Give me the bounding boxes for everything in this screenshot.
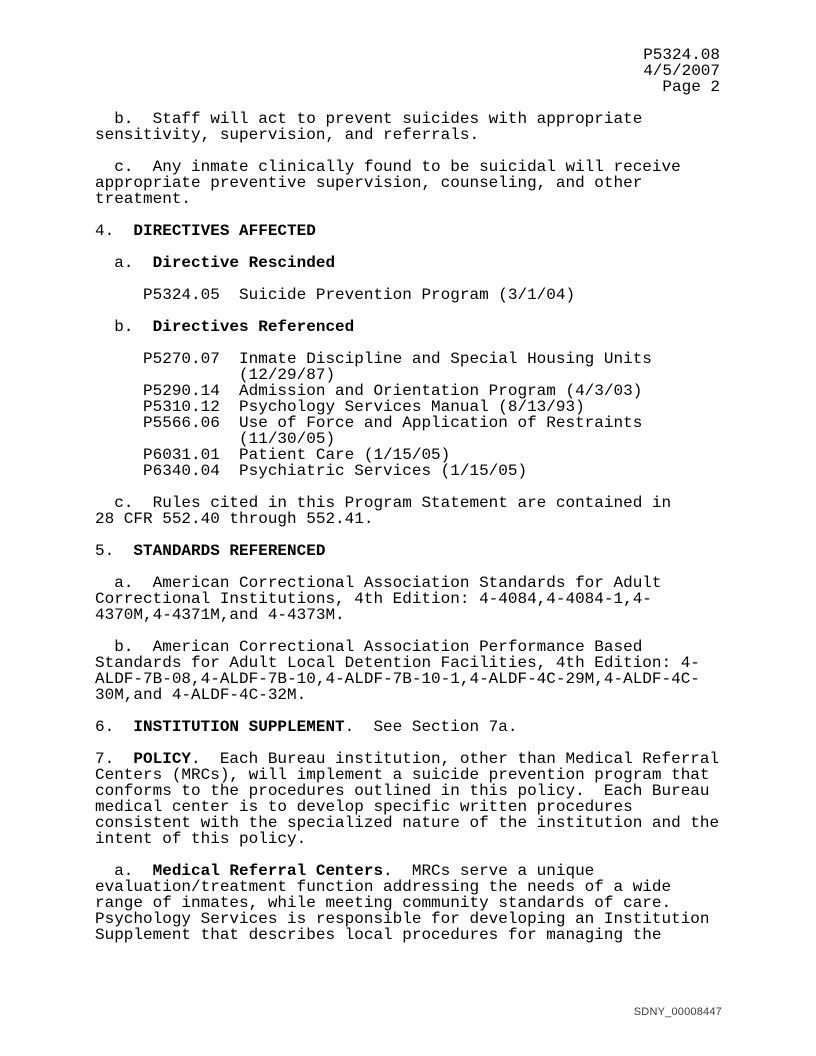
doc-text: P5324.05 Suicide Prevention Program (3/1/04)	[95, 286, 576, 304]
doc-text: Psychology Services is responsible for developing an Institution	[95, 910, 710, 928]
doc-text: P5310.12 Psychology Services Manual (8/13/93)	[95, 398, 585, 416]
doc-text: Supplement that describes local procedures for managing the	[95, 926, 662, 944]
doc-line	[95, 191, 735, 207]
doc-line	[95, 559, 735, 575]
doc-text: Correctional Institutions, 4th Edition: 4-4084,4-4084-1,4-	[95, 590, 652, 608]
doc-text: P5566.06 Use of Force and Application of Restraints	[95, 414, 643, 432]
doc-line	[95, 415, 735, 431]
doc-line	[95, 927, 735, 943]
doc-text: evaluation/treatment function addressing the needs of a wide	[95, 878, 672, 896]
doc-line	[95, 431, 735, 447]
doc-line	[95, 783, 735, 799]
doc-text: Standards for Adult Local Detention Facilities, 4th Edition: 4-	[95, 654, 700, 672]
doc-line	[95, 271, 735, 287]
doc-line	[95, 159, 735, 175]
doc-text-bold: Medical Referral Centers	[152, 862, 384, 880]
doc-text-bold: Directives Referenced	[152, 318, 355, 336]
doc-line	[95, 575, 735, 591]
doc-line	[95, 207, 735, 223]
doc-text: medical center is to develop specific written procedures	[95, 798, 633, 816]
doc-line	[95, 287, 735, 303]
doc-line	[95, 351, 735, 367]
doc-text: b. Staff will act to prevent suicides with appropriate	[95, 110, 643, 128]
doc-line	[95, 767, 735, 783]
doc-line	[95, 895, 735, 911]
doc-text: range of inmates, while meeting community standards of care.	[95, 894, 672, 912]
doc-line	[95, 639, 735, 655]
doc-line	[95, 863, 735, 879]
doc-line	[95, 111, 735, 127]
doc-text: consistent with the specialized nature of the institution and the	[95, 814, 720, 832]
doc-line	[95, 687, 735, 703]
doc-text: appropriate preventive supervision, counseling, and other	[95, 174, 643, 192]
doc-line	[95, 479, 735, 495]
doc-text-bold: DIRECTIVES AFFECTED	[133, 222, 316, 240]
doc-text: a.	[95, 862, 153, 880]
doc-text: b.	[95, 318, 153, 336]
doc-line	[95, 127, 735, 143]
doc-text: a.	[95, 254, 153, 272]
doc-line	[95, 799, 735, 815]
doc-text-bold: Directive Rescinded	[152, 254, 336, 272]
doc-line	[95, 911, 735, 927]
doc-line	[95, 335, 735, 351]
doc-text: ALDF-7B-08,4-ALDF-7B-10,4-ALDF-7B-10-1,4-ALDF-4C-29M,4-ALDF-4C-	[95, 670, 700, 688]
doc-line	[95, 495, 735, 511]
doc-line	[95, 239, 735, 255]
doc-line	[95, 719, 735, 735]
doc-text: P5270.07 Inmate Discipline and Special Housing Units	[95, 350, 652, 368]
doc-line	[95, 735, 735, 751]
doc-text-bold: POLICY	[133, 750, 192, 768]
doc-line	[95, 751, 735, 767]
doc-line	[95, 383, 735, 399]
doc-line	[95, 703, 735, 719]
page-header	[643, 47, 720, 95]
doc-text: 5.	[95, 542, 134, 560]
doc-text: 4.	[95, 222, 134, 240]
doc-line	[95, 543, 735, 559]
doc-line	[95, 447, 735, 463]
doc-text: P5290.14 Admission and Orientation Program (4/3/03)	[95, 382, 643, 400]
doc-text: 28 CFR 552.40 through 552.41.	[95, 510, 374, 528]
doc-line	[95, 143, 735, 159]
document-date: 4/5/2007	[643, 62, 720, 80]
doc-text: 4370M,4-4371M,and 4-4373M.	[95, 606, 345, 624]
doc-text: Centers (MRCs), will implement a suicide prevention program that	[95, 766, 710, 784]
doc-text: . Each Bureau institution, other than Medical Referral	[191, 750, 720, 768]
document-number: P5324.08	[643, 46, 720, 64]
doc-text: c. Any inmate clinically found to be suicidal will receive	[95, 158, 681, 176]
doc-line	[95, 831, 735, 847]
doc-line	[95, 303, 735, 319]
doc-line	[95, 623, 735, 639]
doc-line	[95, 671, 735, 687]
doc-text: intent of this policy.	[95, 830, 307, 848]
doc-text: . See Section 7a.	[344, 718, 518, 736]
doc-line	[95, 511, 735, 527]
doc-text: 6.	[95, 718, 134, 736]
doc-line	[95, 879, 735, 895]
doc-text: (12/29/87)	[95, 366, 336, 384]
document-body	[95, 111, 735, 943]
doc-line	[95, 399, 735, 415]
doc-line	[95, 655, 735, 671]
doc-text: conforms to the procedures outlined in this policy. Each Bureau	[95, 782, 710, 800]
doc-text: b. American Correctional Association Performance Based	[95, 638, 643, 656]
doc-line	[95, 463, 735, 479]
doc-text: 30M,and 4-ALDF-4C-32M.	[95, 686, 307, 704]
doc-text: sensitivity, supervision, and referrals.	[95, 126, 480, 144]
doc-text: (11/30/05)	[95, 430, 336, 448]
doc-text: 7.	[95, 750, 134, 768]
doc-line	[95, 527, 735, 543]
doc-text: P6340.04 Psychiatric Services (1/15/05)	[95, 462, 528, 480]
doc-text: P6031.01 Patient Care (1/15/05)	[95, 446, 451, 464]
doc-line	[95, 175, 735, 191]
doc-text: treatment.	[95, 190, 192, 208]
doc-text: c. Rules cited in this Program Statement are contained in	[95, 494, 672, 512]
doc-line	[95, 367, 735, 383]
doc-line	[95, 607, 735, 623]
doc-text-bold: INSTITUTION SUPPLEMENT	[133, 718, 345, 736]
doc-text: a. American Correctional Association Standards for Adult	[95, 574, 662, 592]
page-number: Page 2	[662, 78, 720, 96]
doc-line	[95, 815, 735, 831]
doc-line	[95, 847, 735, 863]
doc-line	[95, 255, 735, 271]
doc-text-bold: STANDARDS REFERENCED	[133, 542, 326, 560]
doc-line	[95, 591, 735, 607]
doc-line	[95, 319, 735, 335]
bates-number: SDNY_00008447	[633, 1006, 722, 1018]
doc-text: . MRCs serve a unique	[383, 862, 595, 880]
doc-line	[95, 223, 735, 239]
